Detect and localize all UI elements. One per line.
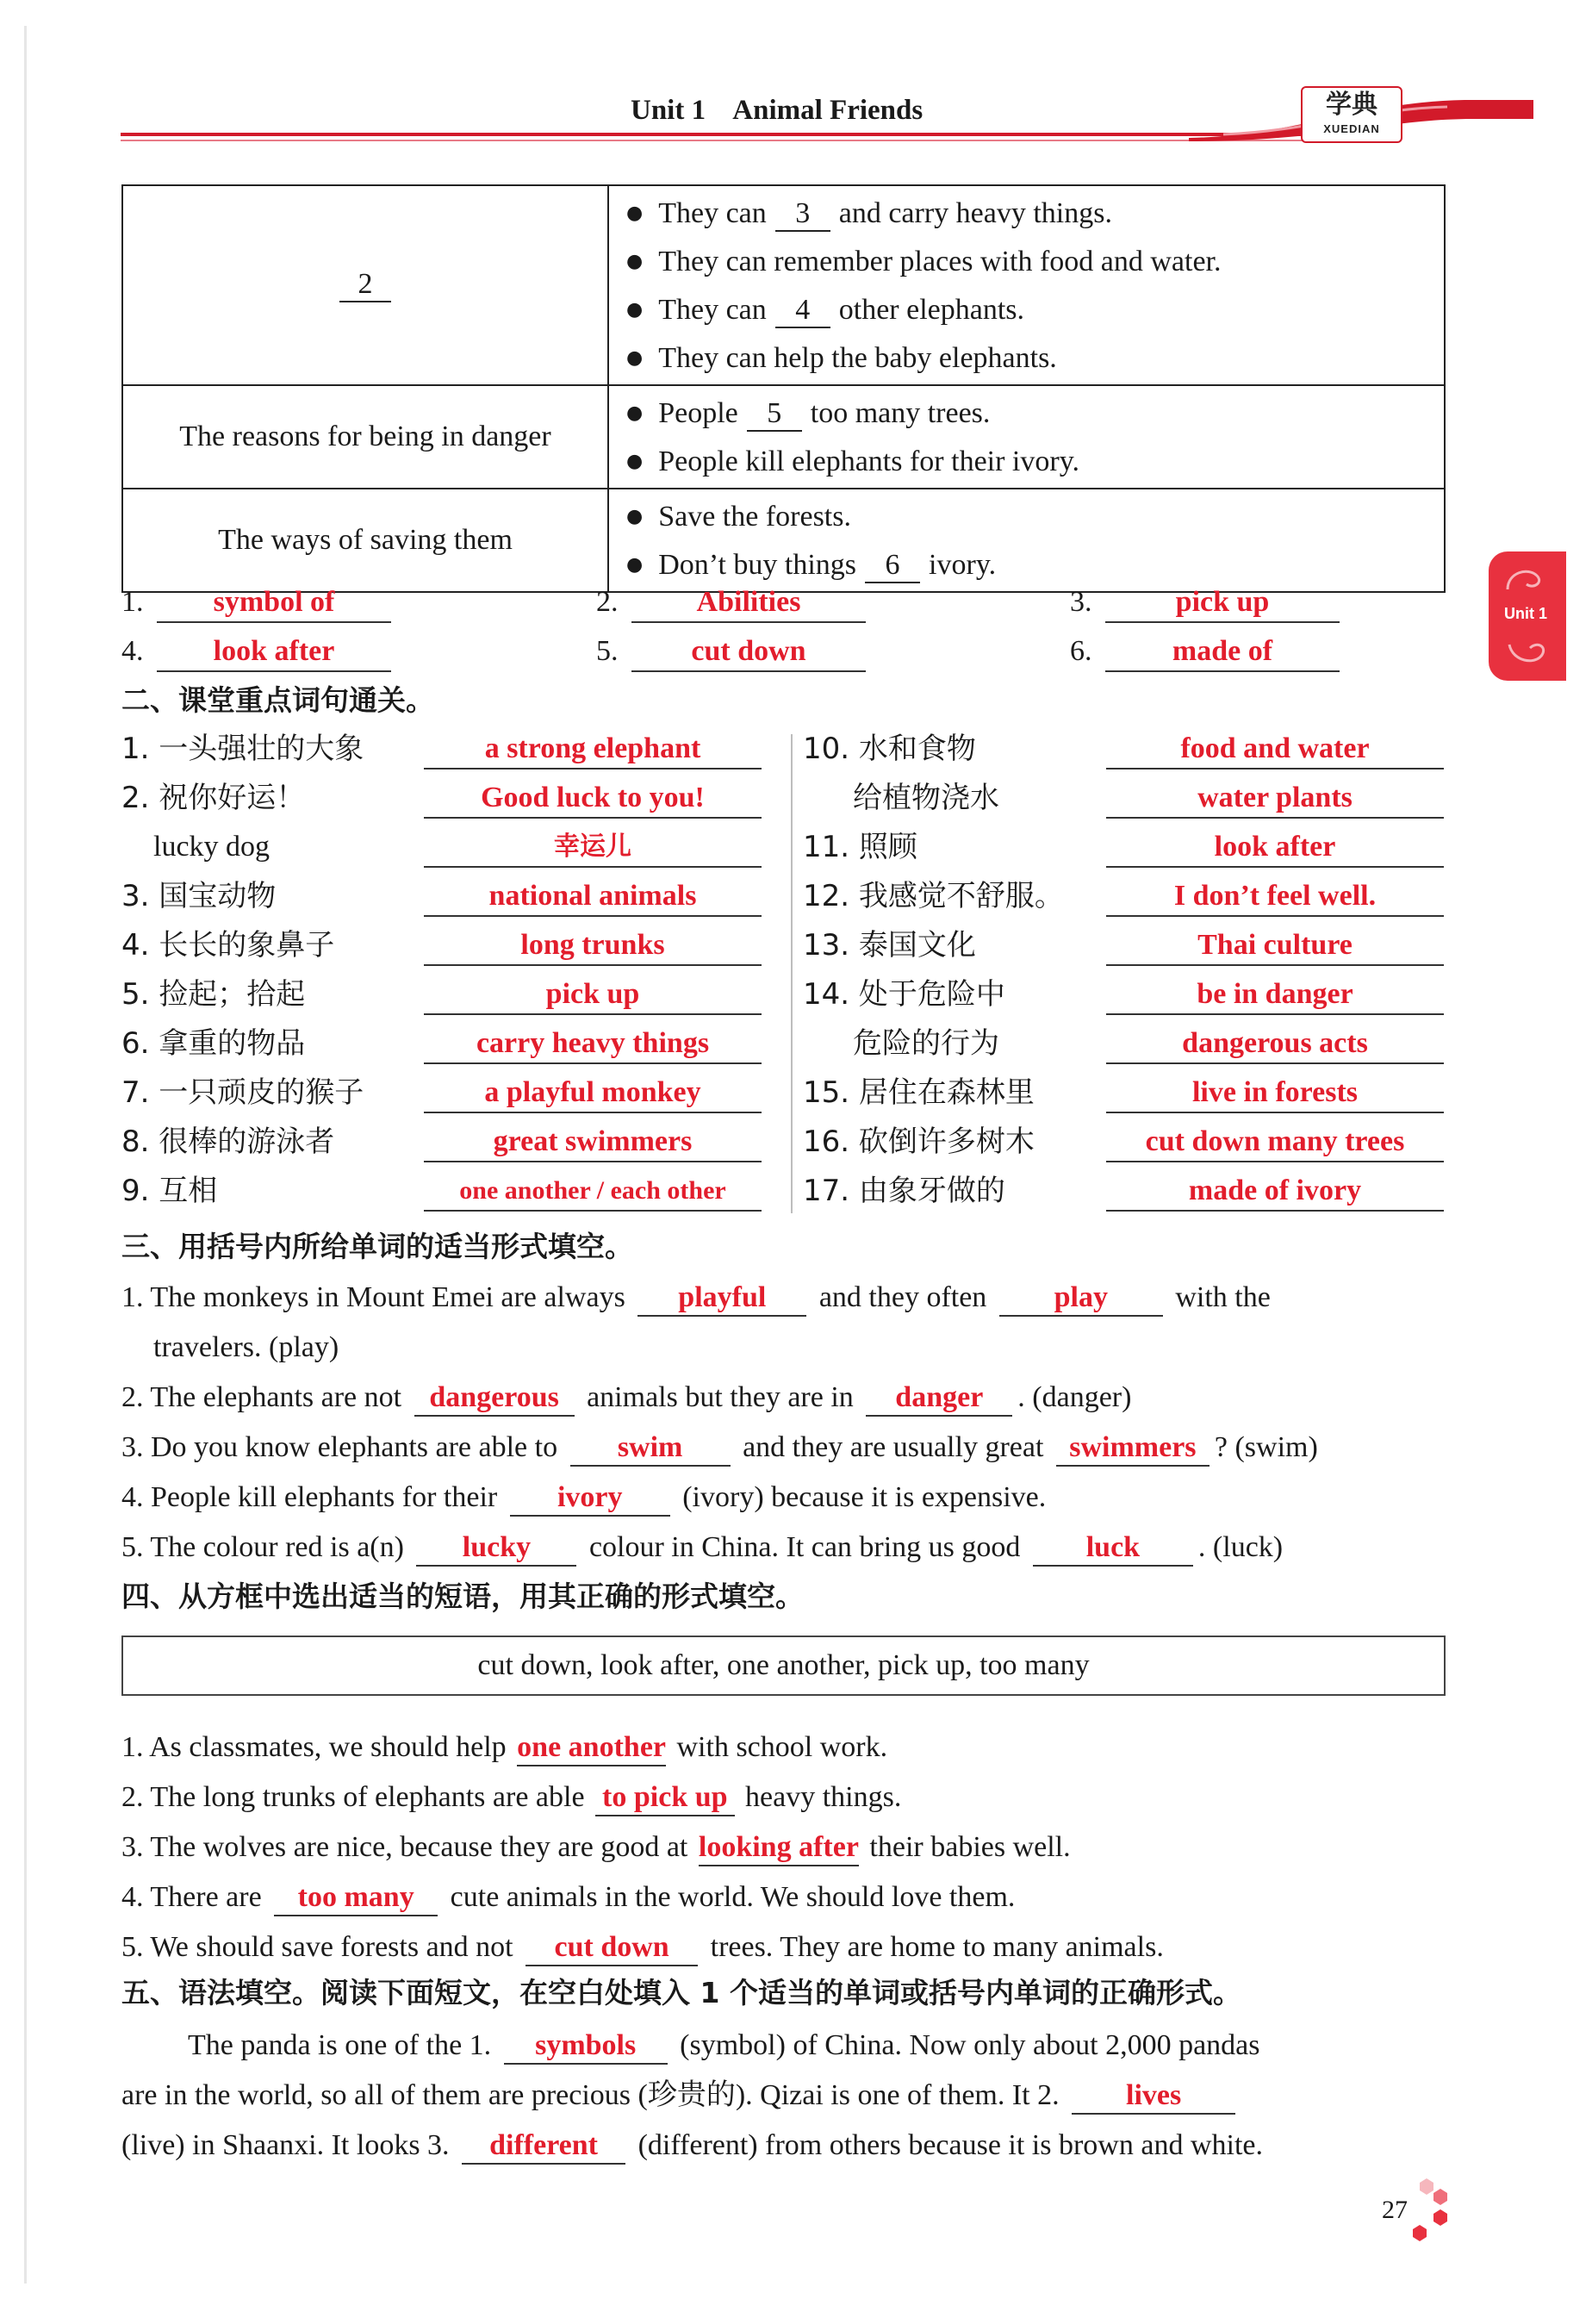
bullet-text: Don’t buy things <box>658 549 857 581</box>
exercise-line <box>121 1377 1131 1418</box>
vocab-prompt: 4. 长长的象鼻子 <box>121 928 335 963</box>
answer-blank[interactable]: ivory <box>510 1480 670 1517</box>
exercise-text: with the <box>1175 1281 1271 1313</box>
answer-blank[interactable]: Abilities <box>631 583 866 623</box>
vocab-answer[interactable]: look after <box>1106 828 1444 868</box>
exercise-text: 4. People kill elephants for their <box>121 1481 498 1513</box>
vocab-answer[interactable]: pick up <box>424 975 762 1015</box>
table-cell-right <box>608 185 1445 385</box>
exercise-text: 5. The colour red is a(n) <box>121 1531 404 1563</box>
exercise-text: and they are usually great <box>743 1431 1044 1463</box>
vocab-prompt: 13. 泰国文化 <box>803 928 976 963</box>
table-row <box>122 185 1445 385</box>
answer-blank[interactable]: different <box>462 2128 625 2165</box>
answer-blank[interactable]: swimmers <box>1056 1430 1210 1467</box>
bullet-text: too many trees. <box>810 397 991 429</box>
answer-blank[interactable]: danger <box>866 1380 1012 1417</box>
answer-blank[interactable]: pick up <box>1105 583 1340 623</box>
exercise-text: 2. The elephants are not <box>121 1381 402 1413</box>
answer-number: 3. <box>1070 586 1092 618</box>
table-row <box>122 489 1445 592</box>
answer-blank[interactable]: playful <box>637 1280 806 1317</box>
bullet-item <box>626 438 1444 486</box>
passage-text: (symbol) of China. Now only about 2,000 pandas <box>680 2029 1260 2061</box>
unit-title: Unit 1 Animal Friends <box>631 95 923 126</box>
answer-blank[interactable]: made of <box>1105 632 1340 672</box>
answer-number: 1. <box>121 586 144 618</box>
bullet-item <box>626 334 1444 383</box>
answer-blank[interactable]: to pick up <box>595 1780 735 1816</box>
vocab-answer[interactable]: national animals <box>424 877 762 917</box>
exercise-text: 5. We should save forests and not <box>121 1931 513 1963</box>
vocab-prompt: lucky dog <box>153 831 271 863</box>
vocab-prompt: 1. 一头强壮的大象 <box>121 732 364 766</box>
vocab-answer[interactable]: made of ivory <box>1106 1172 1444 1212</box>
exercise-text: . (danger) <box>1017 1381 1132 1413</box>
vocab-prompt: 15. 居住在森林里 <box>803 1075 1035 1110</box>
vocab-answer[interactable]: be in danger <box>1106 975 1444 1015</box>
exercise-text: . (luck) <box>1197 1531 1284 1563</box>
answer-blank[interactable]: looking after <box>699 1830 859 1866</box>
exercise-line <box>121 1277 1446 1318</box>
brand-logo <box>1301 86 1402 143</box>
bullet-text: They can remember places with food and water. <box>658 246 1222 277</box>
vocab-answer[interactable]: 幸运儿 <box>424 828 762 868</box>
table-cell-left <box>122 185 608 385</box>
answer-number: 6. <box>1070 635 1092 667</box>
vocab-answer[interactable]: long trunks <box>424 926 762 966</box>
exercise-text: 3. Do you know elephants are able to <box>121 1431 558 1463</box>
answer-number: 2. <box>596 586 619 618</box>
vocab-prompt: 给植物浇水 <box>853 781 999 815</box>
exercise-text: heavy things. <box>745 1781 902 1813</box>
exercise-text: colour in China. It can bring us good <box>588 1531 1021 1563</box>
vocab-prompt: 危险的行为 <box>853 1026 999 1061</box>
vocab-answer[interactable]: Thai culture <box>1106 926 1444 966</box>
vocab-answer[interactable]: cut down many trees <box>1106 1123 1444 1162</box>
section-title: 三、用括号内所给单词的适当形式填空。 <box>121 1230 633 1263</box>
exercise-text: and they often <box>818 1281 987 1313</box>
bullet-item <box>626 286 1444 334</box>
brand-cn: 学典 <box>1326 90 1377 120</box>
vocab-prompt: 11. 照顾 <box>803 830 917 864</box>
vocab-prompt: 7. 一只顽皮的猴子 <box>121 1075 364 1110</box>
vocab-prompt: 10. 水和食物 <box>803 732 976 766</box>
unit-side-tab <box>1489 551 1566 681</box>
passage-text: (live) in Shaanxi. It looks 3. <box>121 2129 450 2161</box>
word-box: cut down, look after, one another, pick up, too many <box>121 1636 1446 1696</box>
exercise-line <box>121 1827 1071 1868</box>
vocab-prompt: 2. 祝你好运！ <box>121 781 306 815</box>
exercise-line <box>121 1777 901 1818</box>
exercise-text: their babies well. <box>869 1831 1071 1863</box>
page-edge <box>24 26 27 2284</box>
passage-line <box>121 2075 1241 2116</box>
exercise-line: travelers. (play) <box>153 1331 339 1363</box>
vocab-prompt: 3. 国宝动物 <box>121 879 277 913</box>
hexagon-dots-icon <box>1401 2175 1452 2261</box>
exercise-line <box>121 1727 887 1768</box>
answer-blank[interactable]: dangerous <box>414 1380 575 1417</box>
notes-table <box>121 184 1446 593</box>
table-cell-right <box>608 385 1445 489</box>
table-blank: 5 <box>747 397 802 432</box>
vocab-prompt: 5. 捡起；拾起 <box>121 977 306 1012</box>
page-number: 27 <box>1382 2196 1408 2224</box>
vocab-answer[interactable]: water plants <box>1106 779 1444 819</box>
table-blank: 4 <box>775 294 830 328</box>
page-header <box>121 86 1447 155</box>
exercise-text: 1. The monkeys in Mount Emei are always <box>121 1281 625 1313</box>
swirl-icon-bottom <box>1504 638 1552 669</box>
section-title: 五、语法填空。阅读下面短文，在空白处填入 1 个适当的单词或括号内单词的正确形式。 <box>121 1976 1241 2009</box>
exercise-text: animals but they are in <box>587 1381 854 1413</box>
table-cell-right <box>608 489 1445 592</box>
answer-blank[interactable]: lives <box>1072 2078 1235 2115</box>
vocab-answer[interactable]: a strong elephant <box>424 730 762 769</box>
exercise-text: 1. As classmates, we should help <box>121 1731 507 1763</box>
header-rule <box>121 133 1344 136</box>
vocab-answer[interactable]: one another / each other <box>424 1172 762 1212</box>
bullet-item <box>626 493 1444 541</box>
vocab-answer[interactable]: Good luck to you! <box>424 779 762 819</box>
bullet-text: other elephants. <box>838 294 1025 326</box>
exercise-line <box>121 1927 1164 1968</box>
swirl-icon <box>1502 564 1551 595</box>
passage-text: (different) from others because it is brown and white. <box>637 2129 1263 2161</box>
answer-blank[interactable]: play <box>999 1280 1163 1317</box>
passage-text: The panda is one of the 1. <box>188 2029 492 2061</box>
answer-blank[interactable]: symbol of <box>157 583 391 623</box>
answer-blank[interactable]: look after <box>157 632 391 672</box>
table-cell-left: The ways of saving them <box>122 489 608 592</box>
vocab-prompt: 16. 砍倒许多树木 <box>803 1125 1035 1159</box>
exercise-line <box>121 1477 1046 1518</box>
exercise-text: 3. The wolves are nice, because they are good at <box>121 1831 688 1863</box>
passage-line <box>121 2125 1263 2166</box>
vocab-prompt: 9. 互相 <box>121 1174 218 1208</box>
vocab-answer[interactable]: live in forests <box>1106 1074 1444 1113</box>
vocab-prompt: 14. 处于危险中 <box>803 977 1005 1012</box>
vocab-prompt: 12. 我感觉不舒服。 <box>803 879 1064 913</box>
answer-number: 4. <box>121 635 144 667</box>
vocab-prompt: 6. 拿重的物品 <box>121 1026 306 1061</box>
table-blank: 2 <box>339 268 391 302</box>
table-blank: 6 <box>865 549 920 583</box>
exercise-text: cute animals in the world. We should love them. <box>450 1881 1016 1913</box>
bullet-text: They can help the baby elephants. <box>658 342 1057 374</box>
answer-blank[interactable]: one another <box>517 1730 666 1766</box>
exercise-line <box>121 1427 1318 1468</box>
vocab-answer[interactable]: carry heavy things <box>424 1025 762 1064</box>
answer-number: 5. <box>596 635 619 667</box>
header-rule-thin <box>121 140 1309 141</box>
exercise-line <box>121 1877 1015 1918</box>
vocab-answer[interactable]: dangerous acts <box>1106 1025 1444 1064</box>
vocab-prompt: 8. 很棒的游泳者 <box>121 1125 335 1159</box>
brand-en: XUEDIAN <box>1323 122 1380 135</box>
vocab-answer[interactable]: food and water <box>1106 730 1444 769</box>
exercise-text: trees. They are home to many animals. <box>710 1931 1164 1963</box>
column-divider <box>791 734 793 1213</box>
bullet-text: People <box>658 397 738 429</box>
answer-blank[interactable]: swim <box>570 1430 731 1467</box>
bullet-item <box>626 541 1444 589</box>
exercise-text: (ivory) because it is expensive. <box>682 1481 1047 1513</box>
answer-blank[interactable]: lucky <box>416 1530 576 1567</box>
section-title: 二、课堂重点词句通关。 <box>121 683 434 717</box>
bullet-text: People kill elephants for their ivory. <box>658 445 1079 477</box>
bullet-text: ivory. <box>929 549 997 581</box>
bullet-item <box>626 190 1444 238</box>
bullet-text: They can <box>658 294 767 326</box>
side-tab-label: Unit 1 <box>1504 605 1548 622</box>
bullet-item <box>626 238 1444 286</box>
answer-blank[interactable]: cut down <box>525 1930 698 1966</box>
vocab-answer[interactable]: a playful monkey <box>424 1074 762 1113</box>
table-cell-left: The reasons for being in danger <box>122 385 608 489</box>
answer-blank[interactable]: luck <box>1033 1530 1193 1567</box>
passage-line <box>188 2025 1259 2066</box>
exercise-line <box>121 1527 1283 1568</box>
passage-text: are in the world, so all of them are precious (珍贵的). Qizai is one of them. It 2. <box>121 2079 1060 2111</box>
vocab-answer[interactable]: great swimmers <box>424 1123 762 1162</box>
section-title: 四、从方框中选出适当的短语，用其正确的形式填空。 <box>121 1579 804 1613</box>
bullet-text: Save the forests. <box>658 501 851 533</box>
exercise-text: with school work. <box>676 1731 888 1763</box>
answer-blank[interactable]: too many <box>274 1880 438 1916</box>
table-row <box>122 385 1445 489</box>
exercise-text: ? (swim) <box>1214 1431 1318 1463</box>
bullet-text: and carry heavy things. <box>838 197 1112 229</box>
vocab-answer[interactable]: I don’t feel well. <box>1106 877 1444 917</box>
exercise-text: 4. There are <box>121 1881 262 1913</box>
table-blank: 3 <box>775 197 830 232</box>
bullet-item <box>626 389 1444 438</box>
exercise-text: 2. The long trunks of elephants are able <box>121 1781 585 1813</box>
bullet-text: They can <box>658 197 767 229</box>
vocab-prompt: 17. 由象牙做的 <box>803 1174 1005 1208</box>
answer-blank[interactable]: cut down <box>631 632 866 672</box>
answer-blank[interactable]: symbols <box>504 2028 668 2065</box>
